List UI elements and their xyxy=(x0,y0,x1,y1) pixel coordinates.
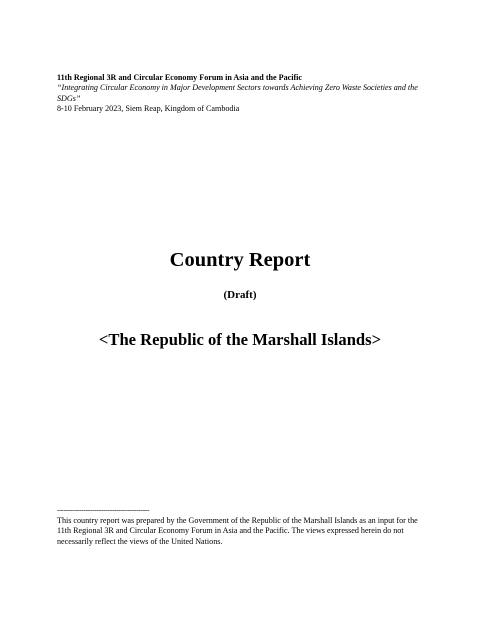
forum-header xyxy=(57,73,437,114)
forum-title: 11th Regional 3R and Circular Economy Forum in Asia and the Pacific xyxy=(57,73,302,82)
country-name: <The Republic of the Marshall Islands> xyxy=(98,330,382,349)
report-title: Country Report xyxy=(169,249,311,271)
footnote-separator: ------------------------------------------ xyxy=(57,505,150,514)
forum-dates-location: 8-10 February 2023, Siem Reap, Kingdom of Cambodia xyxy=(57,103,240,113)
report-status: (Draft) xyxy=(223,289,257,301)
forum-theme: “Integrating Circular Economy in Major Development Sectors towards Achieving Zero Waste Societies and the SDGs” xyxy=(57,83,418,103)
footnote-disclaimer: This country report was prepared by the Government of the Republic of the Marshall Islands as an input for the 11th Regional 3R and Circular Economy Forum in Asia and the Pacific. The views expressed herein do not necessarily reflect the views of the United Nations. xyxy=(57,516,418,546)
